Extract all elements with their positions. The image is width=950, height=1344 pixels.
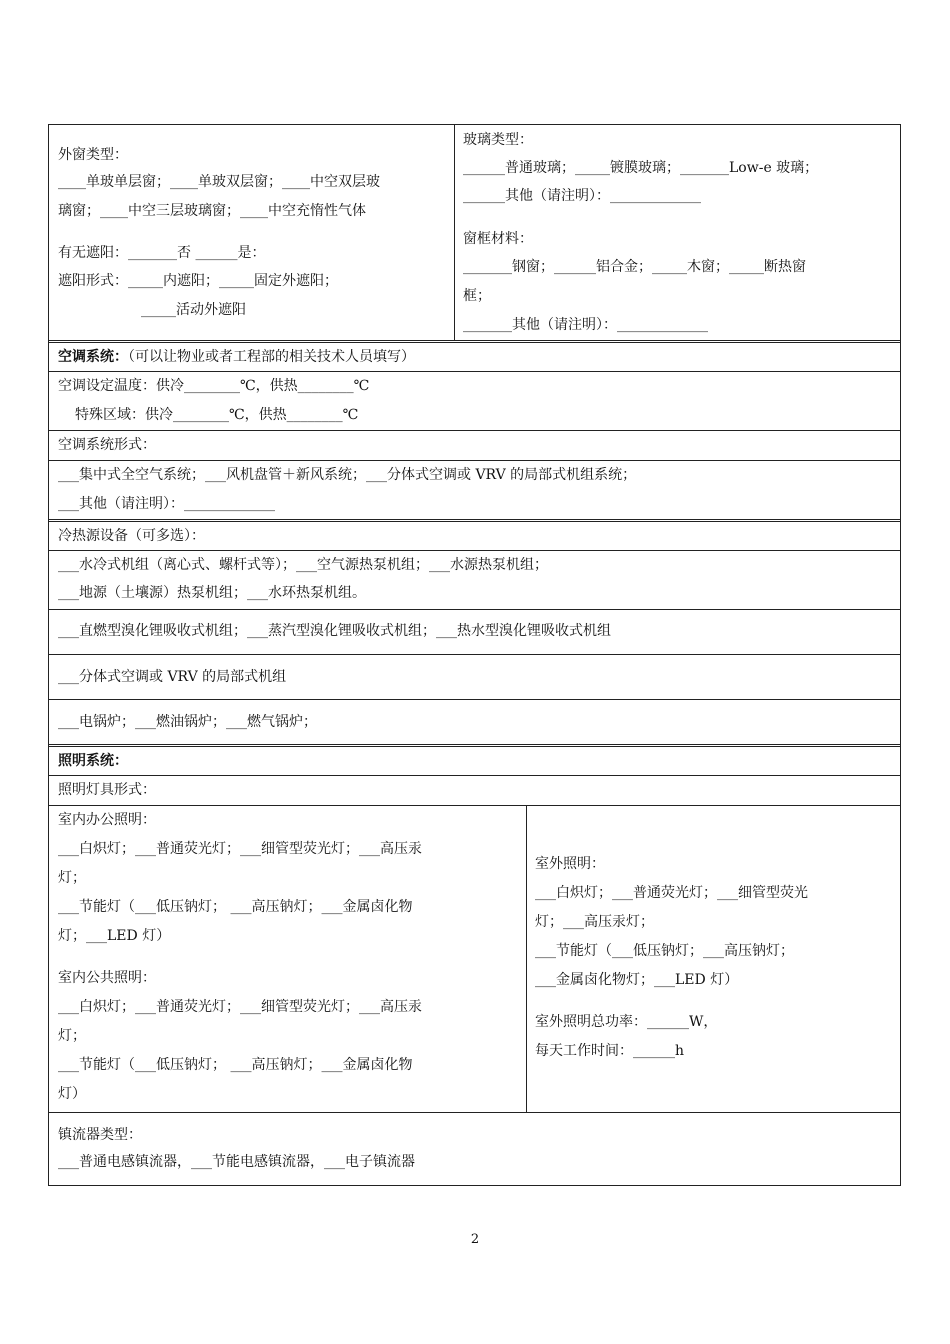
shading-form: 遮阳形式：_____内遮阳；_____固定外遮阳；: [58, 273, 338, 289]
ballast-type-options: ___普通电感镇流器，___节能电感镇流器，___电子镇流器: [58, 1154, 415, 1170]
outer-window-options-1: ____单玻单层窗；____单玻双层窗；____中空双层玻: [58, 174, 380, 190]
indoor-lighting-cell: [49, 805, 526, 1112]
office-lighting-options-1: ___白炽灯；___普通荧光灯；___细管型荧光灯；___高压汞: [58, 841, 422, 857]
glass-type-label: 玻璃类型：: [463, 132, 533, 148]
fixture-type-label: 照明灯具形式：: [58, 782, 156, 798]
glass-type-options: ______普通玻璃；_____镀膜玻璃；_______Low-e 玻璃；: [463, 160, 819, 176]
outer-window-cell: [49, 125, 454, 341]
heat-source-options-1: ___水冷式机组（离心式、螺杆式等）；___空气源热泵机组；___水源热泵机组；: [58, 557, 548, 573]
frame-material-options: _______钢窗；______铝合金；_____木窗；_____断热窗: [463, 259, 806, 275]
frame-material-label: 窗框材料：: [463, 231, 533, 247]
outdoor-lighting-options-3: ___节能灯（___低压钠灯；___高压钠灯；: [535, 943, 794, 959]
boiler-options: ___电锅炉；___燃油锅炉；___燃气锅炉；: [58, 714, 317, 730]
public-lighting-options-1: ___白炽灯；___普通荧光灯；___细管型荧光灯；___高压汞: [58, 999, 422, 1015]
outdoor-lighting-cell: [526, 805, 900, 1112]
heat-source-label: 冷热源设备（可多选）：: [58, 528, 205, 544]
outdoor-lighting-options-4: ___金属卤化物灯；___LED 灯）: [535, 972, 739, 988]
public-lighting-options-2: 灯；: [58, 1028, 86, 1044]
ac-system-options-1: ___集中式全空气系统；___风机盘管＋新风系统；___分体式空调或 VRV 的局部式机组系统；: [58, 467, 637, 483]
outdoor-lighting-options-2: 灯；___高压汞灯；: [535, 914, 654, 930]
public-lighting-options-3: ___节能灯（___低压钠灯； ___高压钠灯；___金属卤化物: [58, 1057, 413, 1073]
glass-cell: [454, 125, 900, 341]
office-lighting-label: 室内办公照明：: [58, 812, 156, 828]
shading-form-2: _____活动外遮阳: [141, 302, 246, 318]
outer-window-options-2: 璃窗；____中空三层玻璃窗；____中空充惰性气体: [58, 203, 366, 219]
public-lighting-options-4: 灯）: [58, 1086, 86, 1102]
office-lighting-options-3: ___节能灯（___低压钠灯； ___高压钠灯；___金属卤化物: [58, 899, 413, 915]
office-lighting-options-2: 灯；: [58, 870, 86, 886]
ac-system-options-2: ___其他（请注明）：_____________: [58, 496, 275, 512]
glass-type-other: ______其他（请注明）：_____________: [463, 188, 701, 204]
public-lighting-label: 室内公共照明：: [58, 970, 156, 986]
absorption-units: ___直燃型溴化锂吸收式机组；___蒸汽型溴化锂吸收式机组；___热水型溴化锂吸收式机组: [58, 623, 611, 639]
survey-form-table: [48, 124, 901, 1186]
outdoor-lighting-label: 室外照明：: [535, 856, 605, 872]
outdoor-lighting-options-1: ___白炽灯；___普通荧光灯；___细管型荧光: [535, 885, 808, 901]
page-number: 2: [470, 1232, 480, 1247]
heat-source-options-2: ___地源（土壤源）热泵机组；___水环热泵机组。: [58, 585, 366, 601]
ac-system-label: 空调系统形式：: [58, 437, 156, 453]
split-units: ___分体式空调或 VRV 的局部式机组: [58, 669, 287, 685]
ac-section-title: 空调系统：（可以让物业或者工程部的相关技术人员填写）: [58, 349, 415, 365]
frame-material-options-2: 框；: [463, 288, 491, 304]
outdoor-lighting-hours: 每天工作时间：______h: [535, 1043, 685, 1059]
frame-material-other: _______其他（请注明）：_____________: [463, 317, 708, 333]
office-lighting-options-4: 灯；___LED 灯）: [58, 928, 171, 944]
outer-window-label: 外窗类型：: [58, 147, 128, 163]
ac-temp-line-1: 空调设定温度：供冷________℃，供热________℃: [58, 378, 370, 394]
ac-temp-line-2: 特殊区域：供冷________℃，供热________℃: [75, 407, 359, 423]
shading-presence: 有无遮阳：_______否 ______是：: [58, 245, 266, 261]
lighting-section-title: 照明系统：: [58, 753, 128, 769]
ballast-type-label: 镇流器类型：: [58, 1127, 142, 1143]
outdoor-lighting-power: 室外照明总功率：______W，: [535, 1014, 718, 1030]
